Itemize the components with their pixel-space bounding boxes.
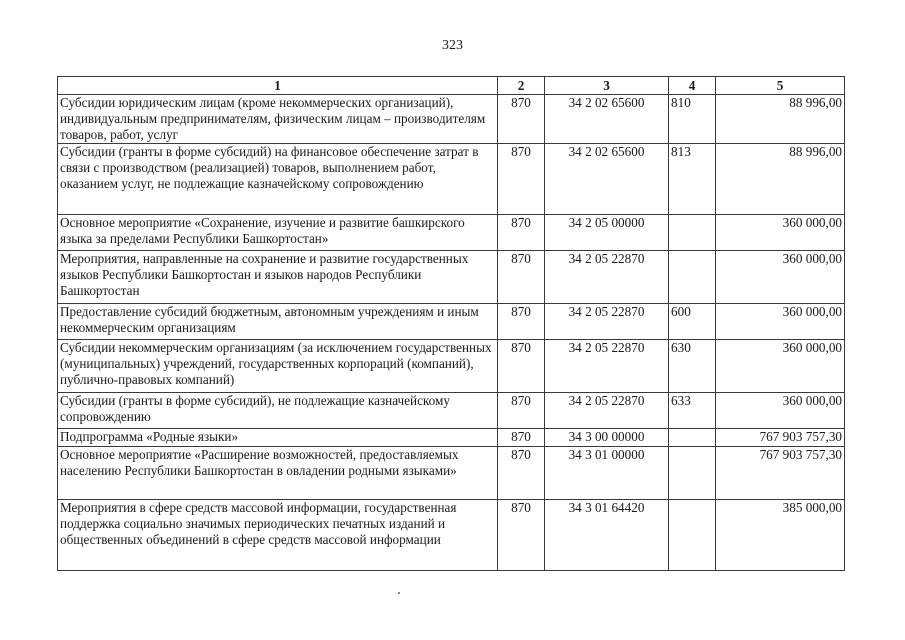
- header-col-2: 2: [498, 77, 545, 95]
- row-name: Предоставление субсидий бюджетным, автономным учреждениям и иным некоммерческим организациям: [58, 304, 498, 340]
- row-target-article: 34 2 02 65600: [545, 95, 669, 144]
- row-ministry-code: 870: [498, 429, 545, 447]
- row-expense-type: [669, 429, 716, 447]
- row-amount: 360 000,00: [716, 340, 845, 393]
- row-amount: 360 000,00: [716, 251, 845, 304]
- row-amount: 360 000,00: [716, 304, 845, 340]
- row-name: Основное мероприятие «Сохранение, изучение и развитие башкирского языка за пределами Республики Башкортостан»: [58, 215, 498, 251]
- budget-table: [57, 76, 845, 571]
- table-row: [58, 95, 845, 144]
- row-name: Основное мероприятие «Расширение возможностей, предоставляемых населению Республики Башкортостан в овладении родными языками»: [58, 447, 498, 500]
- header-col-4: 4: [669, 77, 716, 95]
- row-expense-type: [669, 447, 716, 500]
- row-name: Подпрограмма «Родные языки»: [58, 429, 498, 447]
- row-target-article: 34 2 05 22870: [545, 304, 669, 340]
- row-target-article: 34 2 05 22870: [545, 340, 669, 393]
- row-ministry-code: 870: [498, 500, 545, 571]
- page-number: 323: [442, 38, 463, 53]
- row-target-article: 34 3 00 00000: [545, 429, 669, 447]
- row-target-article: 34 2 05 22870: [545, 393, 669, 429]
- row-name: Мероприятия, направленные на сохранение и развитие государственных языков Республики Башкортостан и языков народов Республики Башкортостан: [58, 251, 498, 304]
- row-ministry-code: 870: [498, 447, 545, 500]
- table-row: [58, 304, 845, 340]
- row-amount: 360 000,00: [716, 215, 845, 251]
- row-name: Мероприятия в сфере средств массовой информации, государственная поддержка социально значимых периодических печатных изданий и общественных объединений в сфере средств массовой информации: [58, 500, 498, 571]
- table-row: [58, 144, 845, 215]
- row-ministry-code: 870: [498, 251, 545, 304]
- table-row: [58, 340, 845, 393]
- row-amount: 88 996,00: [716, 144, 845, 215]
- row-name: Субсидии (гранты в форме субсидий), не подлежащие казначейскому сопровождению: [58, 393, 498, 429]
- row-ministry-code: 870: [498, 393, 545, 429]
- row-ministry-code: 870: [498, 340, 545, 393]
- row-expense-type: 630: [669, 340, 716, 393]
- row-amount: 88 996,00: [716, 95, 845, 144]
- row-target-article: 34 2 05 22870: [545, 251, 669, 304]
- header-col-1: 1: [58, 77, 498, 95]
- row-ministry-code: 870: [498, 144, 545, 215]
- table-row: [58, 500, 845, 571]
- row-amount: 767 903 757,30: [716, 447, 845, 500]
- row-expense-type: [669, 251, 716, 304]
- row-ministry-code: 870: [498, 215, 545, 251]
- row-name: Субсидии некоммерческим организациям (за исключением государственных (муниципальных) учреждений, государственных корпораций (компаний), публично-правовых компаний): [58, 340, 498, 393]
- header-col-5: 5: [716, 77, 845, 95]
- row-name: Субсидии юридическим лицам (кроме некоммерческих организаций), индивидуальным предпринимателям, физическим лицам – производителям товаров, работ, услуг: [58, 95, 498, 144]
- row-ministry-code: 870: [498, 304, 545, 340]
- row-name: Субсидии (гранты в форме субсидий) на финансовое обеспечение затрат в связи с производством (реализацией) товаров, выполнением работ, оказанием услуг, не подлежащие казначейскому сопровождению: [58, 144, 498, 215]
- row-amount: 767 903 757,30: [716, 429, 845, 447]
- table-row: [58, 447, 845, 500]
- row-amount: 360 000,00: [716, 393, 845, 429]
- row-target-article: 34 2 02 65600: [545, 144, 669, 215]
- row-target-article: 34 3 01 00000: [545, 447, 669, 500]
- row-expense-type: [669, 500, 716, 571]
- table-row: [58, 251, 845, 304]
- row-target-article: 34 2 05 00000: [545, 215, 669, 251]
- table-row: [58, 429, 845, 447]
- row-target-article: 34 3 01 64420: [545, 500, 669, 571]
- table-row: [58, 215, 845, 251]
- row-expense-type: [669, 215, 716, 251]
- row-expense-type: 810: [669, 95, 716, 144]
- table-row: [58, 393, 845, 429]
- header-row: [58, 77, 845, 95]
- header-col-3: 3: [545, 77, 669, 95]
- row-expense-type: 633: [669, 393, 716, 429]
- scan-speck: [398, 592, 400, 594]
- row-expense-type: 813: [669, 144, 716, 215]
- row-expense-type: 600: [669, 304, 716, 340]
- row-amount: 385 000,00: [716, 500, 845, 571]
- row-ministry-code: 870: [498, 95, 545, 144]
